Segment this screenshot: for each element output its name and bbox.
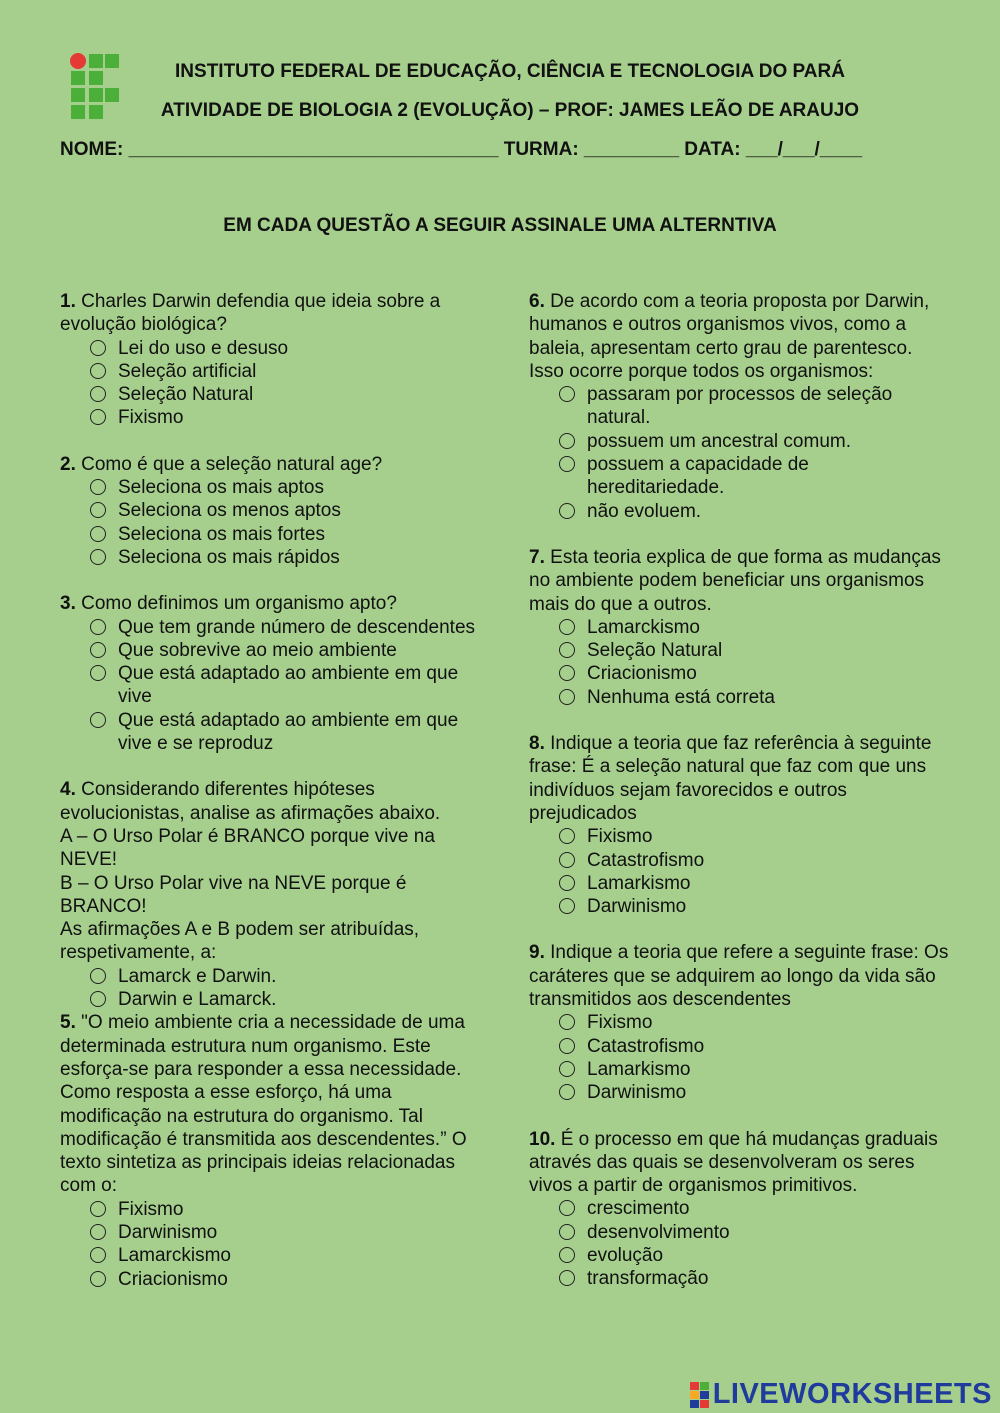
radio-button[interactable] [559, 1038, 575, 1054]
option[interactable] [559, 1244, 949, 1267]
question-2 [60, 453, 480, 569]
instruction-heading: EM CADA QUESTÃO A SEGUIR ASSINALE UMA ALTERNTIVA [223, 215, 777, 236]
question-7 [529, 546, 949, 709]
option[interactable] [90, 523, 480, 546]
option-label: Lamarckismo [587, 616, 700, 638]
question-number: 2. [60, 453, 76, 475]
option-label: Seleção artificial [118, 360, 257, 382]
option-label: Criacionismo [118, 1268, 228, 1290]
option[interactable] [559, 639, 949, 662]
institution-title: INSTITUTO FEDERAL DE EDUCAÇÃO, CIÊNCIA E TECNOLOGIA DO PARÁ [175, 61, 845, 82]
option-label: Lamarkismo [587, 1058, 691, 1080]
option[interactable] [90, 709, 480, 756]
option[interactable] [90, 1221, 480, 1244]
radio-button[interactable] [90, 968, 106, 984]
radio-button[interactable] [90, 1247, 106, 1263]
option[interactable] [559, 895, 949, 918]
option[interactable] [90, 360, 480, 383]
option[interactable] [90, 546, 480, 569]
question-text: Como definimos um organismo apto? [81, 593, 397, 615]
question-1 [60, 290, 480, 430]
question-text: "O meio ambiente cria a necessidade de uma determinada estrutura num organismo. Este esforça-se para responder a essa necessidade. Como resposta a esse esforço, há uma modificação na estrutura do organismo. Tal modificação é transmitida aos descendentes.” O texto sintetiza as principais ideias relacionadas com o: [60, 1012, 467, 1197]
radio-button[interactable] [559, 1200, 575, 1216]
radio-button[interactable] [90, 1271, 106, 1287]
option-label: Darwinismo [587, 1082, 687, 1104]
option-label: Seleciona os mais aptos [118, 477, 324, 499]
radio-button[interactable] [90, 1201, 106, 1217]
question-5 [60, 1011, 480, 1291]
option-label: possuem a capacidade de hereditariedade. [587, 454, 809, 499]
option[interactable] [559, 849, 949, 872]
option[interactable] [559, 686, 949, 709]
option[interactable] [90, 1198, 480, 1221]
radio-button[interactable] [559, 456, 575, 472]
statement-b: B – O Urso Polar vive na NEVE porque é BRANCO! [60, 872, 407, 917]
option[interactable] [559, 383, 949, 430]
radio-button[interactable] [559, 1061, 575, 1077]
radio-button[interactable] [559, 433, 575, 449]
option-label: Lei do uso e desuso [118, 337, 289, 359]
question-text: Como é que a seleção natural age? [81, 453, 383, 475]
option-label: Fixismo [587, 826, 653, 848]
radio-button[interactable] [559, 875, 575, 891]
option[interactable] [559, 1267, 949, 1290]
option[interactable] [90, 1268, 480, 1291]
radio-button[interactable] [559, 1084, 575, 1100]
option[interactable] [559, 825, 949, 848]
radio-button[interactable] [90, 340, 106, 356]
option[interactable] [559, 1011, 949, 1034]
option-label: Seleção Natural [587, 640, 723, 662]
option[interactable] [90, 476, 480, 499]
question-text: É o processo em que há mudanças graduais através das quais se desenvolveram os seres vivos a partir de organismos primitivos. [529, 1128, 938, 1197]
option[interactable] [90, 988, 480, 1011]
question-number: 9. [529, 942, 545, 964]
radio-button[interactable] [90, 386, 106, 402]
option[interactable] [559, 500, 949, 523]
radio-button[interactable] [90, 549, 106, 565]
question-text: Indique a teoria que faz referência à seguinte frase: É a seleção natural que faz com que uns indivíduos sejam favorecidos e outros prejudicados [529, 733, 932, 824]
statement-a: A – O Urso Polar é BRANCO porque vive na NEVE! [60, 825, 435, 871]
option-label: Fixismo [118, 1198, 184, 1220]
radio-button[interactable] [559, 1270, 575, 1286]
option-label: Darwinismo [587, 896, 687, 918]
right-column [529, 290, 949, 1291]
option[interactable] [90, 639, 480, 662]
radio-button[interactable] [559, 386, 575, 402]
question-number: 6. [529, 291, 545, 312]
option-label: Criacionismo [587, 663, 697, 685]
radio-button[interactable] [90, 991, 106, 1007]
option[interactable] [90, 406, 480, 429]
question-number: 10. [529, 1128, 556, 1150]
option[interactable] [559, 1035, 949, 1058]
liveworksheets-logo-icon [689, 1381, 711, 1409]
question-number: 1. [60, 291, 76, 312]
option-label: evolução [587, 1244, 664, 1266]
radio-button[interactable] [559, 1224, 575, 1240]
option-label: possuem um ancestral comum. [587, 430, 851, 452]
option-label: Seleciona os menos aptos [118, 500, 341, 522]
radio-button[interactable] [90, 409, 106, 425]
radio-button[interactable] [559, 828, 575, 844]
option[interactable] [90, 383, 480, 406]
question-text: Indique a teoria que refere a seguinte frase: Os caráteres que se adquirem ao longo da vida são transmitidos aos descendentes [529, 942, 949, 1011]
option-label: Lamarkismo [587, 872, 691, 894]
radio-button[interactable] [559, 503, 575, 519]
option-label: Seleção Natural [118, 384, 254, 406]
option-label: Que está adaptado ao ambiente em que vive e se reproduz [118, 709, 459, 755]
radio-button[interactable] [90, 502, 106, 518]
option-label: Nenhuma está correta [587, 686, 775, 708]
option-label: Lamarck e Darwin. [118, 965, 277, 987]
option-label: Que tem grande número de descendentes [118, 616, 476, 638]
option[interactable] [559, 662, 949, 685]
question-number: 3. [60, 593, 76, 615]
option-label: Catastrofismo [587, 849, 705, 871]
radio-button[interactable] [90, 479, 106, 495]
radio-button[interactable] [559, 642, 575, 658]
option[interactable] [559, 453, 949, 500]
question-8 [529, 732, 949, 918]
option[interactable] [559, 1081, 949, 1104]
question-text: Charles Darwin defendia que ideia sobre a evolução biológica? [60, 291, 441, 336]
radio-button[interactable] [90, 642, 106, 658]
option-label: Lamarckismo [118, 1245, 231, 1267]
option[interactable] [559, 872, 949, 895]
radio-button[interactable] [559, 665, 575, 681]
radio-button[interactable] [559, 619, 575, 635]
question-number: 4. [60, 779, 76, 801]
radio-button[interactable] [90, 1224, 106, 1240]
liveworksheets-brand[interactable] [689, 1378, 992, 1411]
option[interactable] [90, 337, 480, 360]
option-label: transformação [587, 1268, 709, 1290]
left-column [60, 290, 480, 1291]
activity-title: ATIVIDADE DE BIOLOGIA 2 (EVOLUÇÃO) – PROF: JAMES LEÃO DE ARAUJO [160, 100, 860, 121]
radio-button[interactable] [559, 1247, 575, 1263]
brand-name: LIVEWORKSHEETS [712, 1378, 992, 1410]
option-label: Que sobrevive ao meio ambiente [118, 639, 397, 661]
option[interactable] [559, 616, 949, 639]
option[interactable] [90, 1244, 480, 1267]
radio-button[interactable] [90, 712, 106, 728]
option-label: desenvolvimento [587, 1221, 730, 1243]
question-prompt: As afirmações A e B podem ser atribuídas, respetivamente, a: [60, 919, 420, 964]
radio-button[interactable] [90, 526, 106, 542]
option-label: não evoluem. [587, 500, 702, 522]
option[interactable] [90, 499, 480, 522]
question-text: De acordo com a teoria proposta por Darwin, humanos e outros organismos vivos, como a baleia, apresentam certo grau de parentesco. Isso ocorre porque todos os organismos: [529, 291, 930, 382]
radio-button[interactable] [90, 665, 106, 681]
option[interactable] [559, 430, 949, 453]
question-number: 5. [60, 1012, 76, 1034]
option[interactable] [90, 965, 480, 988]
question-text: Considerando diferentes hipóteses evolucionistas, analise as afirmações abaixo. [60, 779, 441, 824]
question-text: Esta teoria explica de que forma as mudanças no ambiente podem beneficiar uns organismos mais do que a outros. [529, 546, 941, 615]
option[interactable] [559, 1221, 949, 1244]
radio-button[interactable] [90, 619, 106, 635]
option-label: Que está adaptado ao ambiente em que vive [118, 663, 459, 708]
option-label: Seleciona os mais rápidos [118, 546, 340, 568]
question-3 [60, 592, 480, 755]
question-number: 8. [529, 733, 545, 755]
radio-button[interactable] [90, 363, 106, 379]
student-info-line: NOME: ___________________________________ TURMA: _________ DATA: ___/___/____ [60, 139, 863, 160]
radio-button[interactable] [559, 1014, 575, 1030]
option[interactable] [559, 1197, 949, 1220]
radio-button[interactable] [559, 852, 575, 868]
radio-button[interactable] [559, 689, 575, 705]
option-label: crescimento [587, 1198, 690, 1220]
option-label: Seleciona os mais fortes [118, 523, 325, 545]
option-label: Darwinismo [118, 1221, 218, 1243]
option[interactable] [559, 1058, 949, 1081]
option[interactable] [90, 616, 480, 639]
option[interactable] [90, 662, 480, 709]
option-label: passaram por processos de seleção natural. [587, 384, 893, 429]
question-4 [60, 778, 480, 1011]
question-9 [529, 941, 949, 1104]
question-6 [529, 290, 949, 523]
radio-button[interactable] [559, 898, 575, 914]
option-label: Catastrofismo [587, 1035, 705, 1057]
question-number: 7. [529, 546, 545, 568]
question-10 [529, 1128, 949, 1291]
option-label: Fixismo [587, 1012, 653, 1034]
option-label: Darwin e Lamarck. [118, 989, 277, 1011]
option-label: Fixismo [118, 407, 184, 429]
